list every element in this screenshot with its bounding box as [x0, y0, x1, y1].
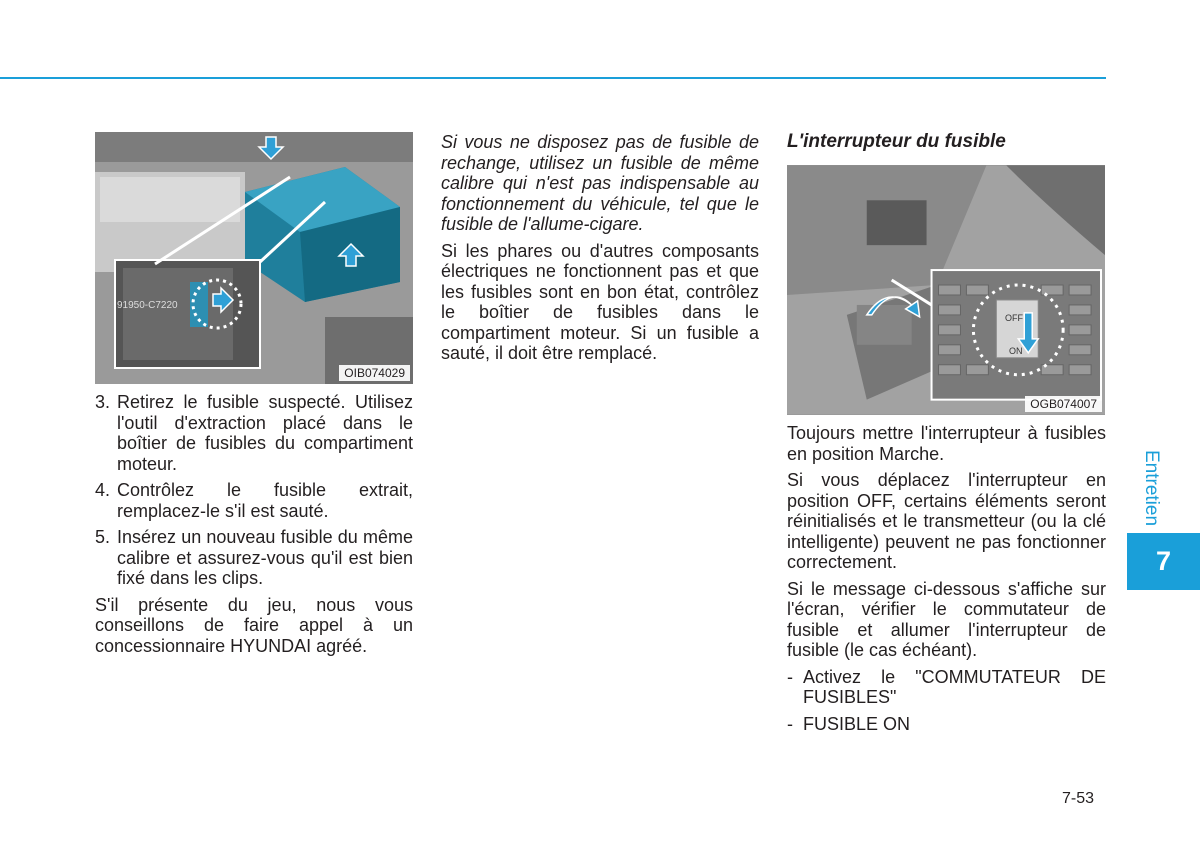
figure-code: OIB074029 [339, 365, 410, 381]
step-number: 5. [95, 527, 111, 547]
dealer-advice-paragraph: S'il présente du jeu, nous vous conseillons de faire appel à un concessionnaire HYUNDAI agréé. [95, 594, 413, 656]
header-rule [0, 77, 1106, 79]
switch-off-warning-paragraph: Si vous déplacez l'interrupteur en position OFF, certains éléments seront réinitialisés et le transmetteur (ou la clé intelligente) peuvent ne pas fonctionner correctement. [787, 470, 1106, 572]
step-number: 4. [95, 480, 111, 500]
part-number-label: 91950-C7220 [117, 300, 178, 311]
fuse-box-figure [95, 132, 413, 384]
spare-fuse-note: Si vous ne disposez pas de fusible de rechange, utilisez un fusible de même calibre qui n'est pas indispensable au fonctionnement du véhicule, tel que le fusible de l'allume-cigare. [441, 132, 759, 234]
engine-fuse-paragraph: Si les phares ou d'autres composants électriques ne fonctionnent pas et que les fusibles sont en bon état, contrôlez le boîtier de fusibles dans le compartiment moteur. Si un fusible a sauté, il doit être remplacé. [441, 240, 759, 363]
chapter-label-text: Entretien [1141, 449, 1163, 527]
list-item-text: FUSIBLE ON [803, 713, 911, 734]
engine-compartment-illustration [95, 132, 413, 384]
chapter-label [1131, 448, 1171, 528]
switch-on-paragraph: Toujours mettre l'interrupteur à fusibles en position Marche. [787, 423, 1106, 464]
list-item [787, 667, 1106, 708]
dash-marker: - [787, 713, 793, 734]
list-item-text: Activez le "COMMUTATEUR DE FUSIBLES" [803, 666, 1106, 707]
list-item [95, 480, 413, 521]
list-item [95, 527, 413, 589]
section-heading: L'interrupteur du fusible [787, 131, 1006, 152]
column-left [95, 132, 413, 662]
fuse-switch-figure [787, 165, 1105, 415]
switch-on-label: ON [1009, 346, 1023, 356]
dashboard-fuse-switch-illustration [787, 165, 1105, 415]
switch-off-label: OFF [1005, 313, 1023, 323]
dash-marker: - [787, 666, 793, 687]
list-item [95, 392, 413, 474]
action-list [787, 667, 1106, 735]
step-text: Contrôlez le fusible extrait, remplacez-le s'il est sauté. [117, 480, 413, 521]
list-item [787, 714, 1106, 735]
column-right [787, 132, 1106, 740]
step-text: Insérez un nouveau fusible du même calibre et assurez-vous qu'il est bien fixé dans les clips. [117, 527, 413, 588]
message-check-paragraph: Si le message ci-dessous s'affiche sur l'écran, vérifier le commutateur de fusible et allumer l'interrupteur de fusible (le cas échéant). [787, 578, 1106, 660]
step-number: 3. [95, 392, 111, 412]
column-middle [441, 132, 759, 370]
chapter-tab [1127, 533, 1200, 590]
step-text: Retirez le fusible suspecté. Utilisez l'outil d'extraction placé dans le boîtier de fusibles du compartiment moteur. [117, 392, 413, 474]
page-number: 7-53 [1062, 790, 1095, 807]
steps-list [95, 392, 413, 589]
figure-code: OGB074007 [1025, 396, 1102, 412]
chapter-number: 7 [1155, 546, 1172, 576]
